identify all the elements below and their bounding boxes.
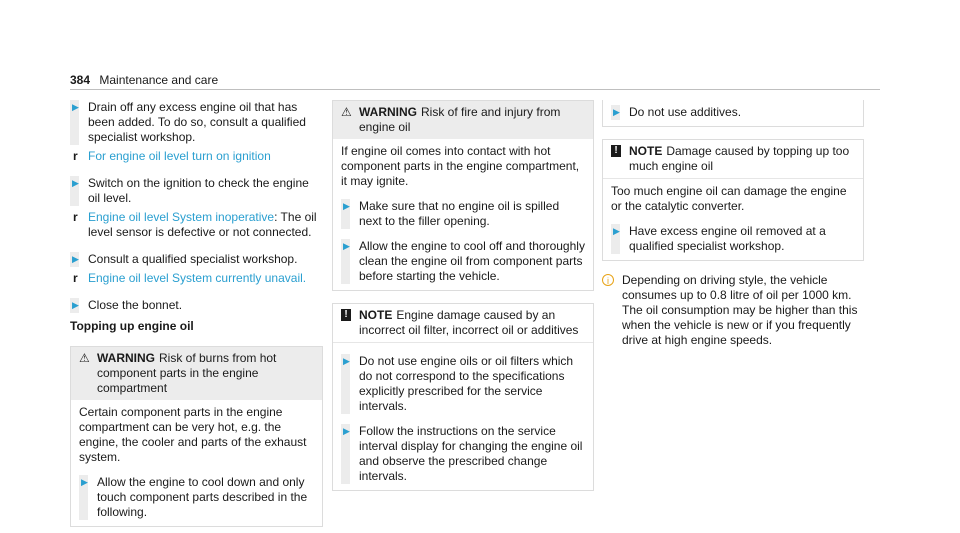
warning-title: Risk of burns from hot component parts in the engine compartment [97, 351, 277, 395]
result-bullet-icon: r [73, 210, 78, 224]
step-arrow-icon: ▶ [343, 426, 350, 436]
warning-keyword: WARNING [97, 351, 155, 365]
step-text: Do not use engine oils or oil filters which do not correspond to the specifications explicitly prescribed for the service intervals. [359, 354, 574, 413]
step-text: Have excess engine oil removed at a qualified specialist workshop. [629, 224, 826, 253]
column-3 [602, 100, 864, 348]
note-box-engine-damage [332, 303, 594, 491]
step-arrow-icon: ▶ [72, 254, 79, 264]
warning-box-burns [70, 346, 323, 527]
step-text: Drain off any excess engine oil that has been added. To do so, consult a qualified specialist workshop. [88, 100, 306, 144]
info-note [602, 273, 864, 348]
warning-body: Certain component parts in the engine compartment can be very hot, e.g. the engine, the cooler and parts of the exhaust system. [79, 405, 307, 464]
display-message-link[interactable]: For engine oil level turn on ignition [88, 149, 271, 163]
result-item [70, 149, 323, 164]
note-continued-box [602, 100, 864, 127]
step-text: Allow the engine to cool off and thoroughly clean the engine oil from component parts before starting the vehicle. [359, 239, 585, 283]
step-text: Close the bonnet. [88, 298, 183, 312]
warning-triangle-icon: ⚠ [341, 105, 352, 119]
step-arrow-icon: ▶ [72, 300, 79, 310]
step-close-bonnet [70, 298, 323, 313]
display-message-link[interactable]: Engine oil level System currently unavail. [88, 271, 307, 285]
warning-step [341, 199, 585, 229]
note-step [341, 424, 585, 484]
note-keyword: NOTE [359, 308, 393, 322]
result-item [70, 271, 323, 286]
step-arrow-icon: ▶ [613, 107, 620, 117]
note-step [341, 354, 585, 414]
display-message-link[interactable]: Engine oil level System inoperative [88, 210, 275, 224]
step-arrow-icon: ▶ [72, 178, 79, 188]
warning-step [341, 239, 585, 284]
note-keyword: NOTE [629, 144, 663, 158]
step-consult-workshop [70, 252, 323, 267]
note-step [611, 224, 855, 254]
step-text: Consult a qualified specialist workshop. [88, 252, 298, 266]
info-icon: i [602, 274, 614, 286]
step-switch-ignition [70, 176, 323, 206]
note-header [603, 140, 863, 178]
result-item [70, 210, 323, 240]
step-text: Allow the engine to cool down and only touch component parts described in the following. [97, 475, 308, 519]
step-text: Follow the instructions on the service interval display for changing the engine oil and observe the prescribed change intervals. [359, 424, 583, 483]
note-header [333, 304, 593, 342]
note-body: Too much engine oil can damage the engine or the catalytic converter. [611, 184, 847, 213]
warning-header [333, 101, 593, 139]
warning-keyword: WARNING [359, 105, 417, 119]
page-section-title: Maintenance and care [99, 73, 219, 87]
note-title: Damage caused by topping up too much engine oil [629, 144, 850, 173]
step-arrow-icon: ▶ [72, 102, 79, 112]
warning-header [71, 347, 322, 400]
page-header [70, 73, 880, 90]
note-exclamation-icon: ! [341, 309, 351, 321]
step-drain-oil [70, 100, 323, 145]
warning-body: If engine oil comes into contact with hot component parts in the engine compartment, it may ignite. [341, 144, 580, 188]
note-exclamation-icon: ! [611, 145, 621, 157]
step-arrow-icon: ▶ [81, 477, 88, 487]
column-2 [332, 100, 594, 491]
note-box-overfill [602, 139, 864, 261]
step-arrow-icon: ▶ [613, 226, 620, 236]
step-text: Make sure that no engine oil is spilled next to the filler opening. [359, 199, 560, 228]
warning-step [79, 475, 314, 520]
note-title: Engine damage caused by an incorrect oil filter, incorrect oil or additives [359, 308, 579, 337]
result-bullet-icon: r [73, 271, 78, 285]
step-arrow-icon: ▶ [343, 241, 350, 251]
step-text: Switch on the ignition to check the engine oil level. [88, 176, 309, 205]
step-arrow-icon: ▶ [343, 356, 350, 366]
step-arrow-icon: ▶ [343, 201, 350, 211]
column-1 [70, 100, 323, 527]
warning-title: Risk of fire and injury from engine oil [359, 105, 561, 134]
note-step [611, 105, 855, 120]
warning-triangle-icon: ⚠ [79, 351, 90, 365]
warning-box-fire [332, 100, 594, 291]
info-text: Depending on driving style, the vehicle consumes up to 0.8 litre of oil per 1000 km. The oil consumption may be higher than this when the vehicle is new or if you frequently drive at high engine speeds. [622, 273, 858, 347]
result-text: : The oil level sensor is defective or not connected. [88, 210, 317, 239]
page-number: 384 [70, 73, 91, 87]
section-heading: Topping up engine oil [70, 319, 194, 333]
step-text: Do not use additives. [629, 105, 742, 119]
result-bullet-icon: r [73, 149, 78, 163]
